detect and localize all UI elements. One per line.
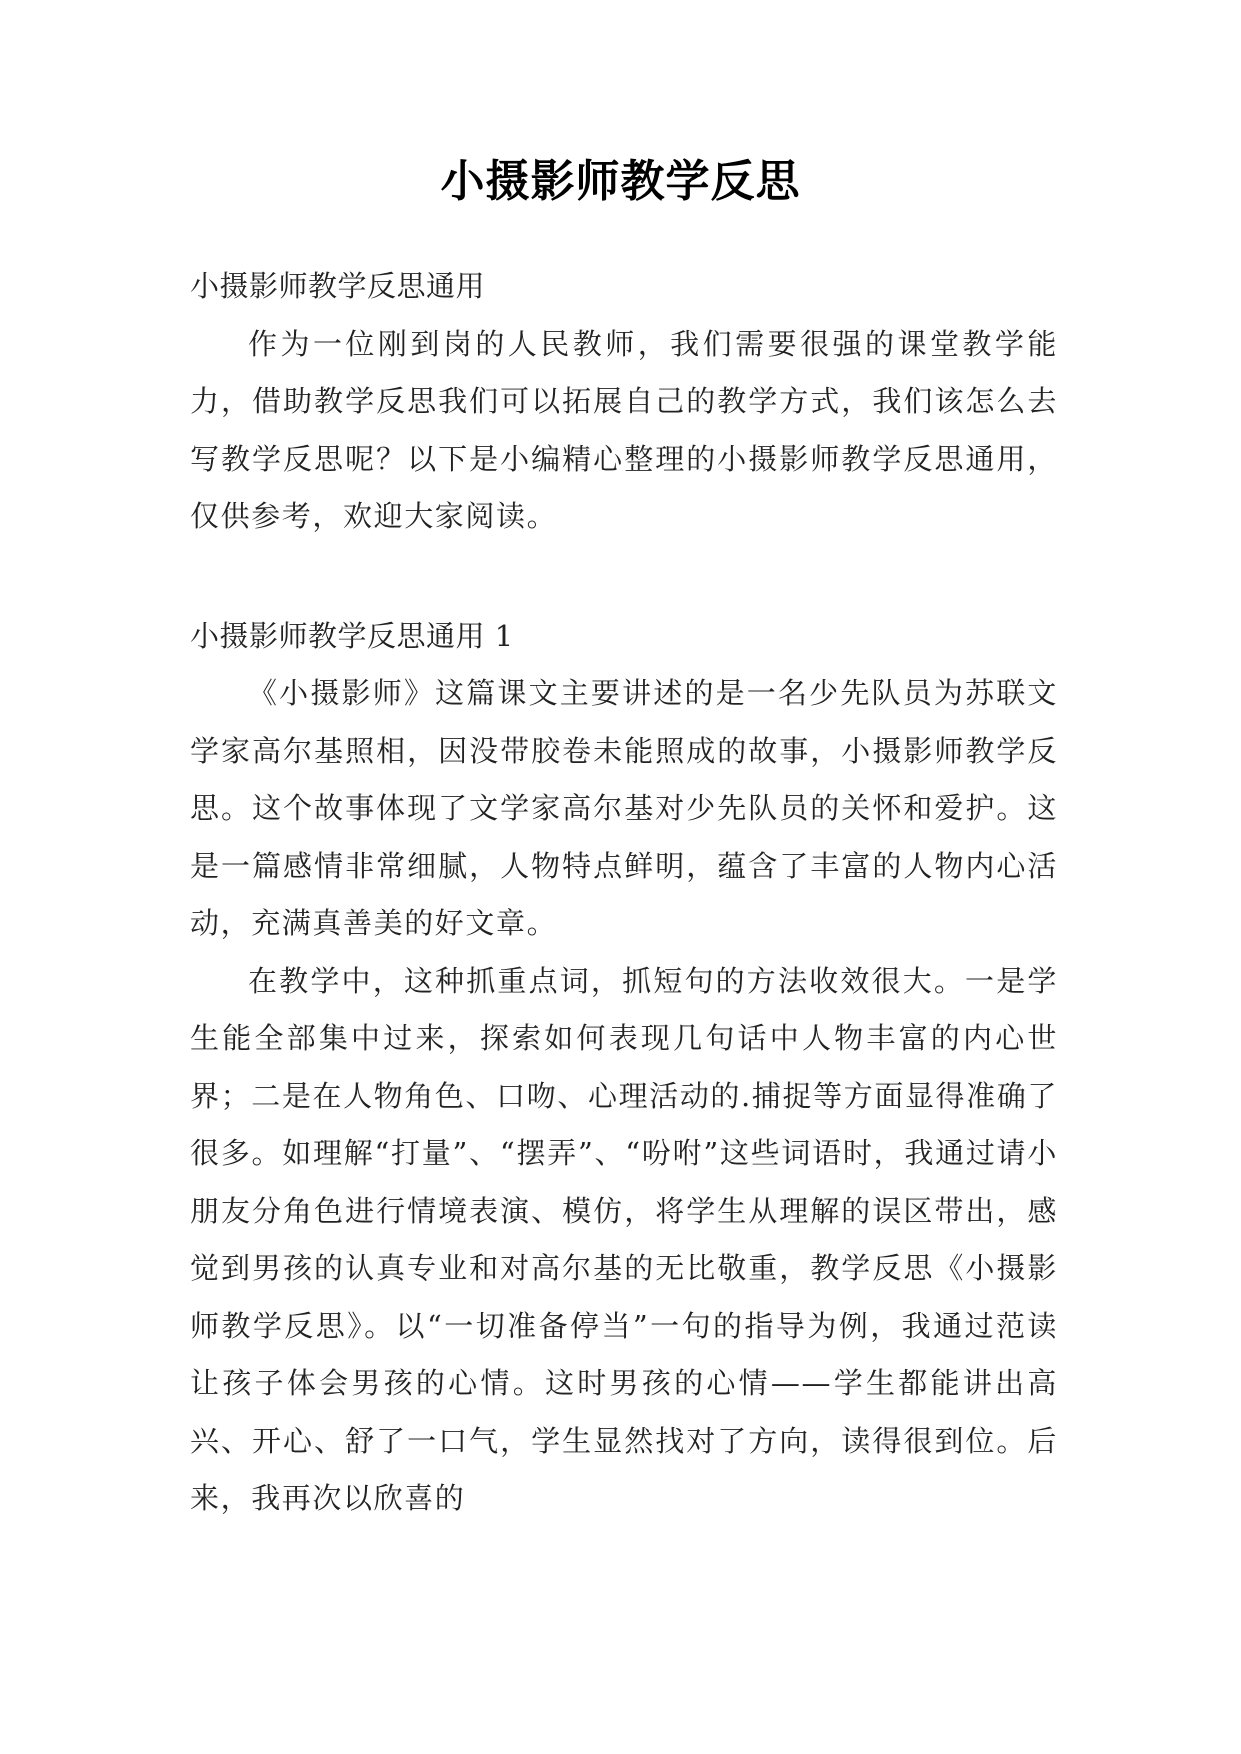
section-heading: 小摄影师教学反思通用 bbox=[190, 269, 486, 303]
document-title: 小摄影师教学反思 bbox=[440, 156, 801, 207]
document-body bbox=[190, 258, 1058, 1528]
part-1-heading: 小摄影师教学反思通用 1 bbox=[190, 618, 514, 653]
part-1-paragraph-2: 在教学中，这种抓重点词，抓短句的方法收效很大。一是学生能全部集中过来，探索如何表现几句话中人物丰富的内心世界；二是在人物角色、口吻、心理活动的.捕捉等方面显得准确了很多。如理解“打量”、“摆弄”、“吩咐”这些词语时，我通过请小朋友分角色进行情境表演、模仿，将学生从理解的误区带出，感觉到男孩的认真专业和对高尔基的无比敬重，教学反思《小摄影师教学反思》。以“一切准备停当”一句的指导为例，我通过范读让孩子体会男孩的心情。这时男孩的心情——学生都能讲出高兴、开心、舒了一口气，学生显然找对了方向，读得很到位。后来，我再次以欣喜的 bbox=[190, 963, 1058, 1515]
intro-paragraph: 作为一位刚到岗的人民教师，我们需要很强的课堂教学能力，借助教学反思我们可以拓展自己的教学方式，我们该怎么去写教学反思呢？以下是小编精心整理的小摄影师教学反思通用，仅供参考，欢迎大家阅读。 bbox=[190, 326, 1058, 533]
section-spacer bbox=[190, 546, 1058, 608]
part-1-paragraph-1: 《小摄影师》这篇课文主要讲述的是一名少先队员为苏联文学家高尔基照相，因没带胶卷未能照成的故事，小摄影师教学反思。这个故事体现了文学家高尔基对少先队员的关怀和爱护。这是一篇感情非常细腻，人物特点鲜明，蕴含了丰富的人物内心活动，充满真善美的好文章。 bbox=[190, 676, 1058, 940]
